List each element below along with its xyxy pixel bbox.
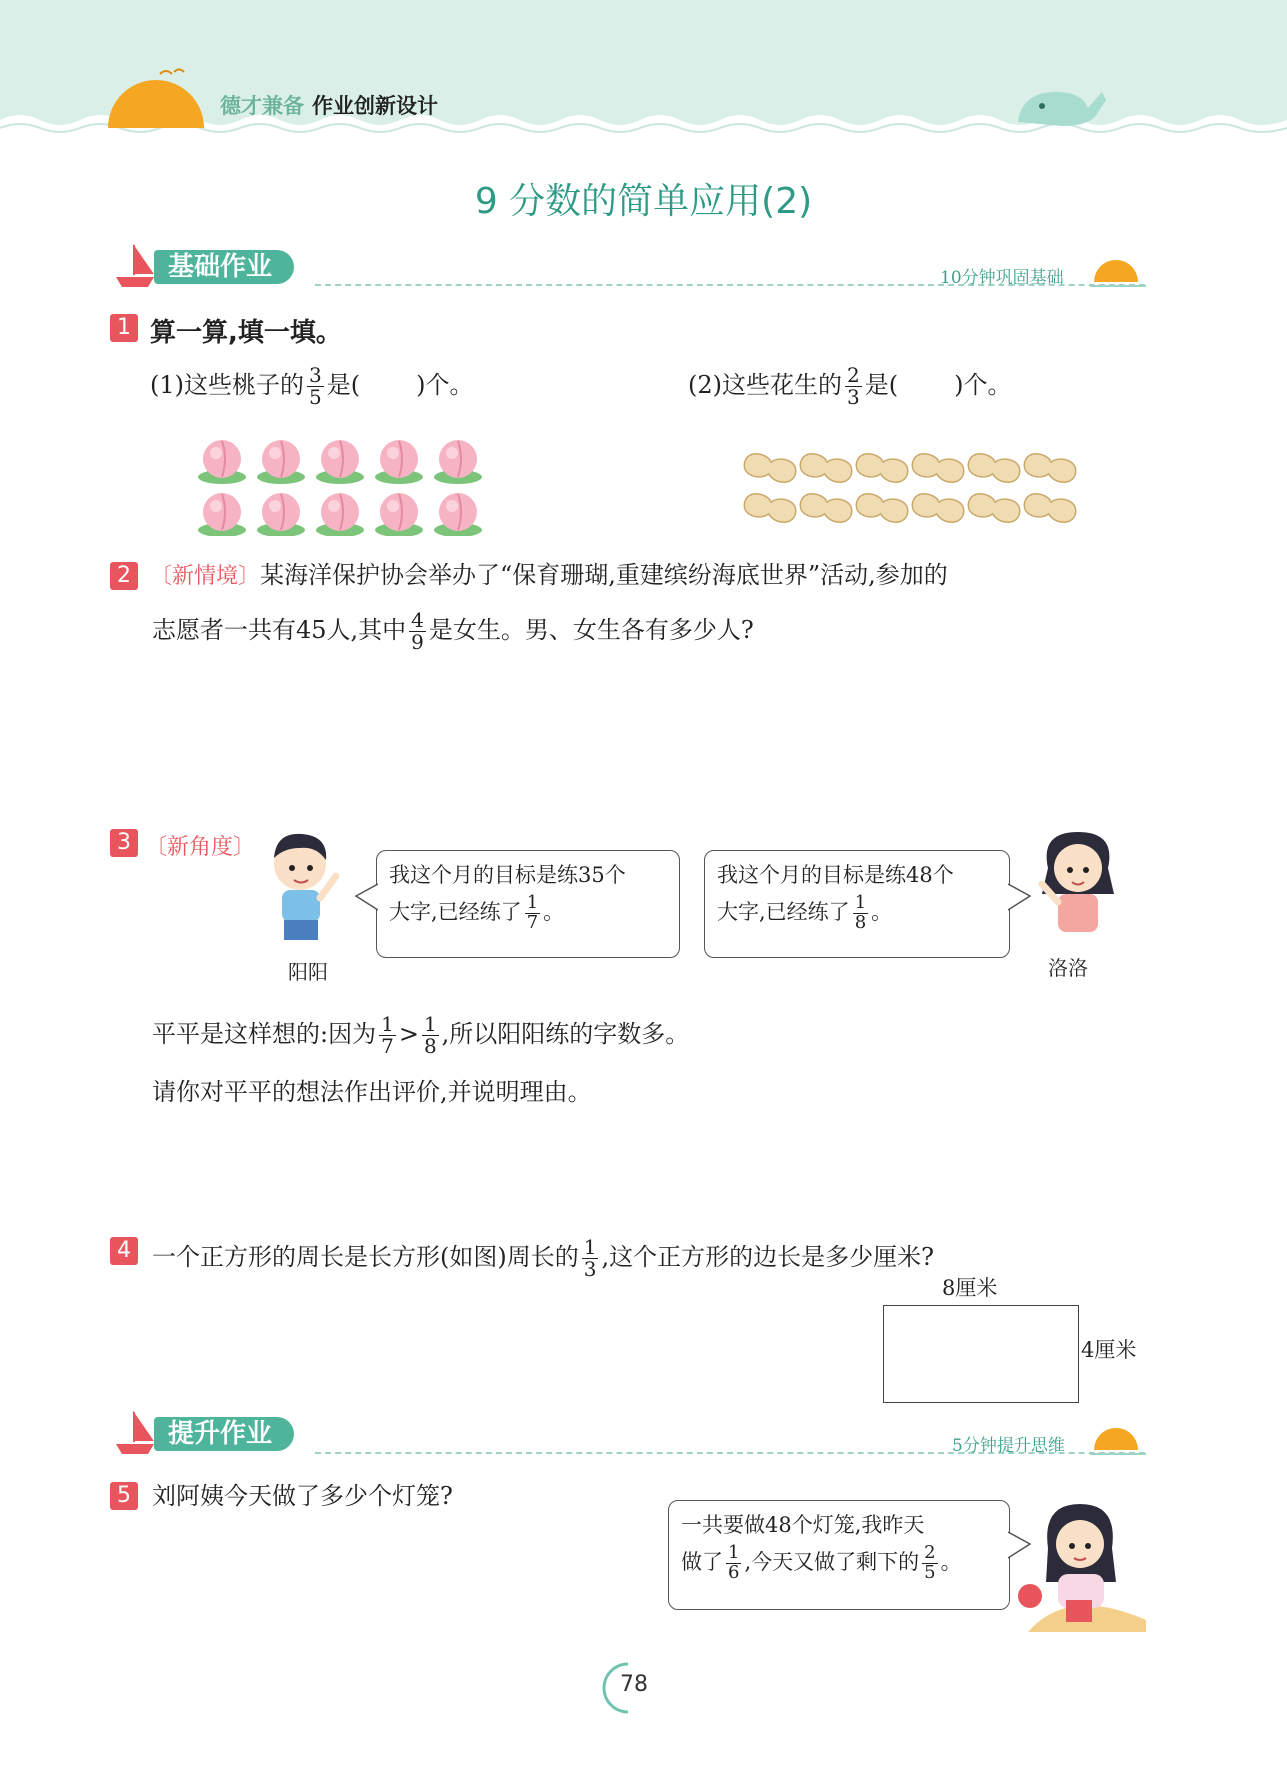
q1-part1-suffix: )个。 [416, 371, 474, 399]
small-sun-icon [1090, 1420, 1146, 1460]
q2-line1-text: 某海洋保护协会举办了“保育珊瑚,重建缤纷海底世界”活动,参加的 [260, 561, 948, 589]
bubble-right-line2-prefix: 大字,已经练了 [717, 899, 850, 924]
q5-bubble-line2-suffix: 。 [940, 1549, 962, 1574]
q5-fraction-2 [922, 1544, 937, 1583]
q2-line2 [152, 610, 754, 653]
q5-fraction-1 [726, 1544, 741, 1583]
bubble-left-line1: 我这个月的目标是练35个 [389, 863, 626, 887]
section-advanced-note: 5分钟提升思维 [952, 1436, 1065, 1456]
page-title: 9 分数的简单应用(2) [474, 181, 813, 222]
fraction-denominator: 7 [381, 1034, 394, 1058]
fraction-numerator: 1 [583, 1235, 597, 1259]
fraction-denominator: 3 [583, 1257, 597, 1281]
bubble-tail-left [354, 882, 378, 912]
q3-tag: 〔新角度〕 [145, 835, 256, 860]
fraction-denominator: 5 [924, 1561, 936, 1583]
bubble-left-fraction [525, 894, 540, 933]
bubble-right-line1: 我这个月的目标是练48个 [717, 863, 954, 887]
boat-icon [112, 1410, 158, 1456]
q3-think [152, 1014, 689, 1057]
q4-text [152, 1237, 934, 1280]
q1-part1-prefix: (1)这些桃子的 [150, 371, 304, 399]
rect-top-label: 8厘米 [942, 1276, 998, 1300]
girl-luoluo-illustration [1030, 828, 1126, 954]
q4-prefix: 一个正方形的周长是长方形(如图)周长的 [152, 1243, 579, 1271]
bubble-left-line2-suffix: 。 [543, 899, 565, 924]
fraction-numerator: 1 [854, 892, 867, 913]
q2-tag: 〔新情境〕 [150, 564, 261, 589]
bubble-right-line2 [717, 894, 997, 933]
name-luoluo: 洛洛 [1048, 956, 1088, 980]
speech-bubble-luoluo [704, 850, 1010, 958]
fraction-denominator: 3 [847, 385, 860, 409]
question-1-heading: 算一算,填一填。 [150, 318, 342, 348]
q1-part2-suffix: )个。 [954, 371, 1012, 399]
section-advanced-label: 提升作业 [154, 1417, 294, 1451]
question-number-2: 2 [110, 562, 138, 590]
question-number-4: 4 [110, 1237, 138, 1265]
section-basic-label: 基础作业 [154, 250, 294, 284]
peanuts-illustration [740, 446, 1080, 532]
bubble-tail-right [1008, 882, 1032, 912]
fraction-denominator: 7 [526, 911, 539, 933]
q1-part1-mid: 是( [326, 371, 361, 399]
q3-think-prefix: 平平是这样想的:因为 [152, 1020, 377, 1048]
question-number-5: 5 [110, 1482, 138, 1510]
q1-part2-fraction [845, 365, 862, 408]
q5-bubble-line2 [681, 1544, 997, 1583]
fraction-numerator: 1 [381, 1012, 394, 1036]
fraction-numerator: 1 [423, 1012, 437, 1036]
page-number: 78 [620, 1672, 648, 1697]
q3-think-suffix: ,所以阳阳练的字数多。 [441, 1020, 690, 1048]
bubble-right-fraction [853, 894, 868, 933]
peach-row-2 [198, 493, 482, 536]
q2-line2-prefix: 志愿者一共有45人,其中 [152, 616, 407, 644]
small-sun-icon [1090, 252, 1146, 292]
rectangle-figure [883, 1305, 1079, 1403]
q5-bubble-line1: 一共要做48个灯笼,我昨天 [681, 1513, 925, 1537]
brand-black: 作业创新设计 [312, 94, 438, 118]
q1-part1 [150, 365, 473, 408]
speech-bubble-yangyang [376, 850, 680, 958]
fraction-denominator: 8 [423, 1034, 437, 1058]
bubble-right-line2-suffix: 。 [871, 899, 893, 924]
rect-side-label: 4厘米 [1081, 1338, 1137, 1362]
question-number-3: 3 [110, 829, 138, 857]
name-yangyang: 阳阳 [288, 960, 328, 984]
q2-line1 [150, 563, 948, 588]
whale-icon [1012, 78, 1112, 130]
boy-yangyang-illustration [262, 828, 352, 958]
peaches-illustration [190, 430, 490, 536]
fraction-denominator: 9 [411, 630, 424, 654]
bubble-left-line2 [389, 894, 667, 933]
q5-bubble-line2-mid: ,今天又做了剩下的 [744, 1549, 920, 1574]
q3-think-fraction-2 [422, 1014, 439, 1057]
fraction-numerator: 1 [526, 892, 539, 913]
fraction-numerator: 1 [728, 1542, 740, 1563]
q1-part1-fraction [307, 365, 324, 408]
brand-green: 德才兼备 [220, 94, 304, 118]
fraction-denominator: 6 [728, 1561, 740, 1583]
fraction-numerator: 2 [847, 363, 860, 387]
q5-text: 刘阿姨今天做了多少个灯笼? [152, 1482, 453, 1510]
q1-part2-mid: 是( [864, 371, 899, 399]
section-basic-note: 10分钟巩固基础 [940, 268, 1064, 288]
peach-row-1 [198, 440, 482, 484]
question-number-1: 1 [110, 314, 138, 342]
boat-icon [112, 243, 158, 289]
q4-suffix: ,这个正方形的边长是多少厘米? [601, 1243, 934, 1271]
fraction-denominator: 5 [309, 385, 322, 409]
woman-liu-illustration [1008, 1490, 1148, 1640]
fraction-numerator: 3 [309, 363, 322, 387]
q3-think-operator: > [398, 1020, 419, 1048]
fraction-numerator: 4 [411, 608, 424, 632]
sun-icon [100, 60, 210, 130]
q2-line2-suffix: 是女生。男、女生各有多少人? [428, 616, 754, 644]
q3-ask: 请你对平平的想法作出评价,并说明理由。 [152, 1078, 592, 1106]
q1-part2-prefix: (2)这些花生的 [688, 371, 842, 399]
q1-part2 [688, 365, 1011, 408]
speech-bubble-liu [668, 1500, 1010, 1610]
bubble-left-line2-prefix: 大字,已经练了 [389, 899, 522, 924]
q4-fraction [582, 1237, 599, 1280]
fraction-numerator: 2 [924, 1542, 936, 1563]
q2-fraction [409, 610, 426, 653]
q5-bubble-line2-prefix: 做了 [681, 1549, 723, 1574]
q3-think-fraction-1 [379, 1014, 396, 1057]
brand [220, 90, 438, 120]
fraction-denominator: 8 [854, 911, 867, 933]
